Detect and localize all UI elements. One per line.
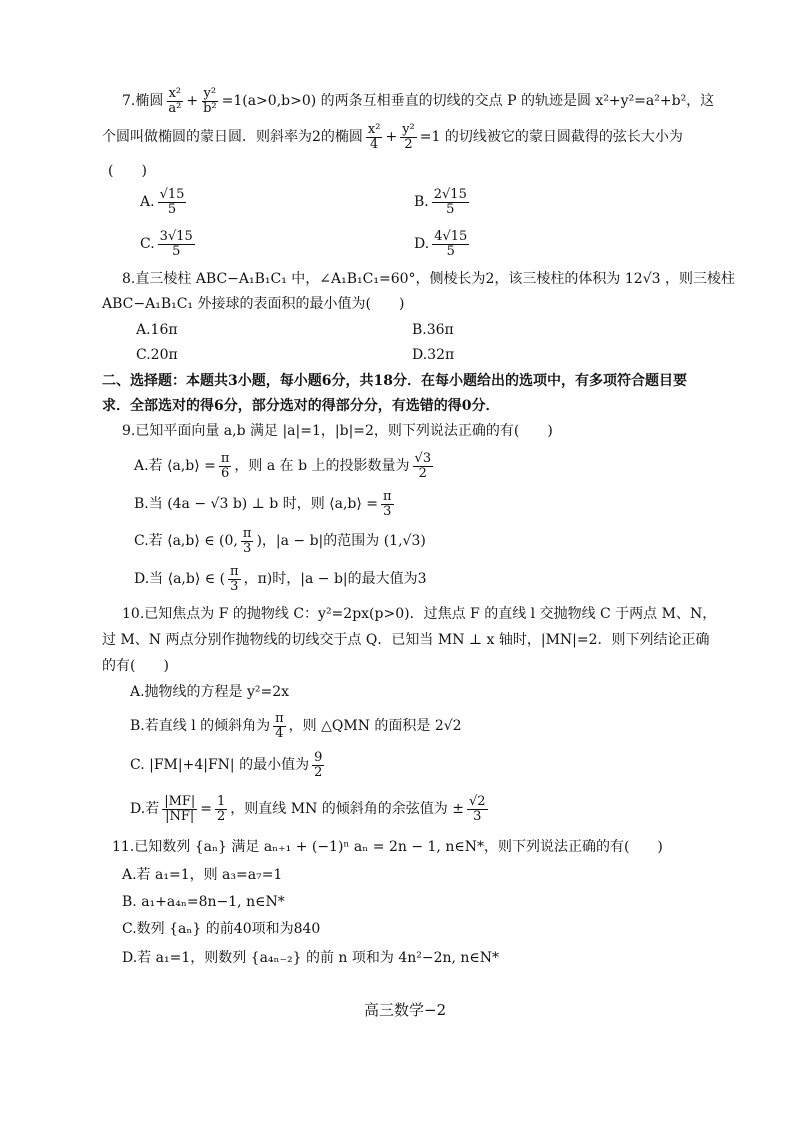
q9-option-d: D.当 ⟨a,b⟩ ∈ ( $\frac{\pi}{3}$ ，π)时，|a − b|的最大值为3 (134, 564, 427, 594)
q7-option-c: C. $\frac{3√15}{5}$ (140, 229, 193, 259)
q8-option-b: B.36π (412, 322, 454, 338)
q11-option-a: A.若 a₁=1，则 a₃=a₇=1 (122, 867, 283, 883)
q7-text: 7.椭圆 (122, 93, 164, 110)
q11-option-b: B. a₁+a₄ₙ=8n−1, n∈N* (122, 894, 285, 910)
section-heading-line2: 求．全部选对的得6分，部分选对的得部分分，有选错的得0分． (102, 398, 500, 414)
q10-line3: 的有( ) (102, 658, 169, 674)
q9-stem: 9.已知平面向量 a,b 满足 |a|=1，|b|=2，则下列说法正确的有( ) (122, 423, 553, 439)
q8-option-a: A.16π (136, 322, 178, 338)
q10-line2: 过 M、N 两点分别作抛物线的切线交于点 Q．已知当 MN ⊥ x 轴时，|MN|=2．则下列结论正确 (102, 632, 710, 648)
q10-option-c: C. |FM|+4|FN| 的最小值为 $\frac{9}{2}$ (130, 750, 323, 780)
q7-option-d: D. $\frac{4√15}{5}$ (414, 229, 468, 259)
q9-option-a: A.若 ⟨a,b⟩ = $\frac{\pi}{6}$ ，则 a 在 b 上的投影数量为 $\frac{√3}{2}$ (134, 451, 432, 481)
q7-option-b: B. $\frac{2√15}{5}$ (414, 187, 467, 217)
page-footer: 高三数学−2 (364, 1001, 447, 1019)
fraction: $\frac{\text{x²}}{4}$ (367, 122, 381, 152)
fraction: $\frac{\text{y²}}{2}$ (402, 122, 415, 152)
section-heading: 二、选择题：本题共3小题，每小题6分，共18分．在每小题给出的选项中，有多项符合题目要 (102, 373, 687, 389)
fraction: $\frac{\text{y²}}{\text{b²}}$ (203, 86, 217, 116)
q7-line1: 7.椭圆 $\frac{\text{x²}}{\text{a²}}$ + $\frac{\text{y²}}{\text{b²}}$ =1(a>0,b>0) 的两条互相垂直的切线的交点 P 的轨迹是圆 x²+y²=a²+b²，这 (122, 86, 715, 116)
q9-option-c: C.若 ⟨a,b⟩ ∈ (0, $\frac{\pi}{3}$ )，|a − b|的范围为 (1,√3) (134, 526, 426, 556)
q7-line2: 个圆叫做椭圆的蒙日圆．则斜率为2的椭圆 $\frac{\text{x²}}{4}$ + $\frac{\text{y²}}{2}$ =1 的切线被它的蒙日圆截得的弦长大小为 (102, 122, 683, 152)
q10-option-d: D.若 $\frac{|MF|}{|NF|}$ = $\frac{1}{2}$ ，则直线 MN 的倾斜角的余弦值为 ± $\frac{√2}{3}$ (130, 794, 486, 824)
q7-blank: ( ) (108, 163, 147, 179)
q9-option-b: B.当 (4a − √3 b) ⊥ b 时，则 ⟨a,b⟩ = $\frac{\pi}{3}$ (134, 489, 392, 519)
q10-line1: 10.已知焦点为 F 的抛物线 C：y²=2px(p>0)．过焦点 F 的直线 l 交抛物线 C 于两点 M、N， (122, 606, 717, 622)
q11-option-d: D.若 a₁=1，则数列 {a₄ₙ₋₂} 的前 n 项和为 4n²−2n, n∈N* (122, 950, 500, 966)
q10-option-a: A.抛物线的方程是 y²=2x (130, 684, 290, 700)
q8-option-d: D.32π (412, 347, 455, 363)
fraction: $\frac{\text{x²}}{\text{a²}}$ (168, 86, 182, 116)
q8-option-c: C.20π (136, 347, 178, 363)
q8-line2: ABC−A₁B₁C₁ 外接球的表面积的最小值为( ) (102, 296, 405, 312)
q11-stem: 11.已知数列 {aₙ} 满足 aₙ₊₁ + (−1)ⁿ aₙ = 2n − 1, n∈N*，则下列说法正确的有( ) (112, 839, 663, 855)
q8-line1: 8.直三棱柱 ABC−A₁B₁C₁ 中，∠A₁B₁C₁=60°，侧棱长为2，该三棱柱的体积为 12√3 ，则三棱柱 (122, 271, 735, 287)
q7-option-a: A. $\frac{√15}{5}$ (140, 187, 185, 217)
q11-option-c: C.数列 {aₙ} 的前40项和为840 (122, 921, 321, 937)
q10-option-b: B.若直线 l 的倾斜角为 $\frac{\pi}{4}$ ，则 △QMN 的面积是 2√2 (130, 711, 462, 741)
